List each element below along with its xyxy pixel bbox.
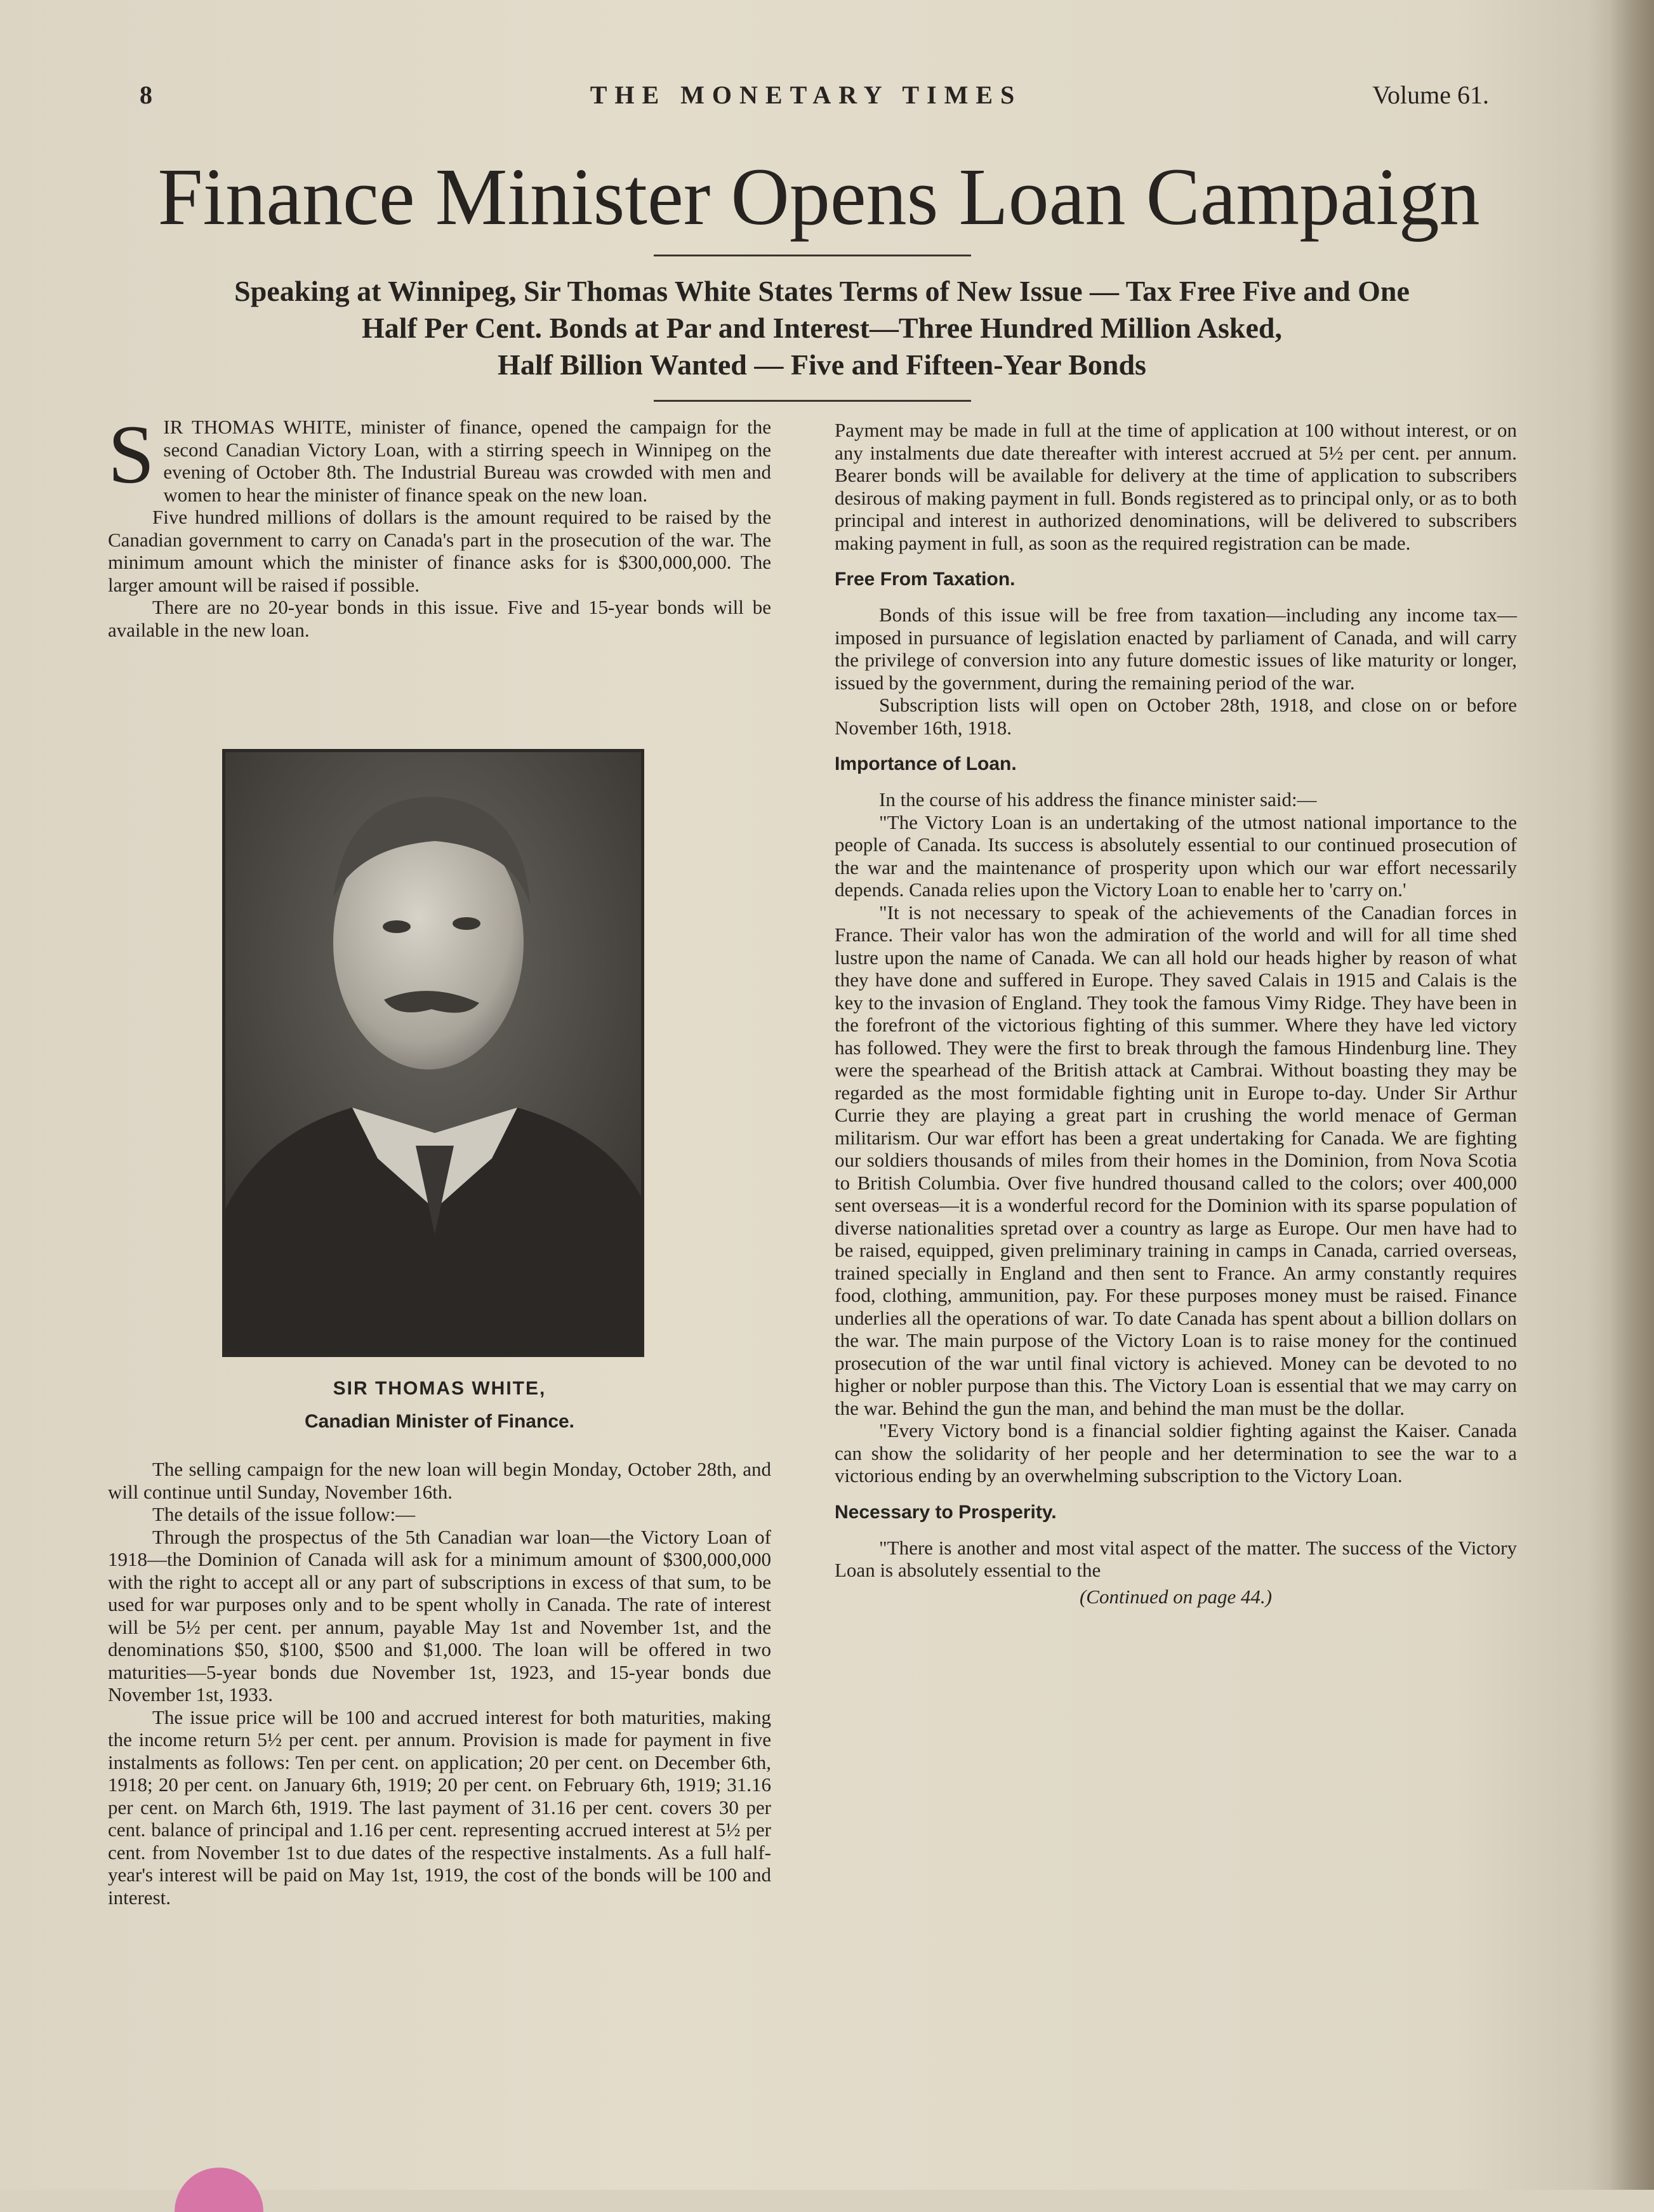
- drop-cap: S: [108, 407, 155, 501]
- photo-caption-title: Canadian Minister of Finance.: [304, 1411, 575, 1432]
- body-paragraph: "Every Victory bond is a financial soldier fighting against the Kaiser. Canada can show the solidarity of her people and her determination to see the war to a victorious ending by an overwhelming subscription to the Victory Loan.: [835, 1419, 1517, 1487]
- page-number: 8: [140, 81, 152, 109]
- lead-paragraph: [108, 407, 771, 506]
- subheadline: [108, 273, 1536, 383]
- section-heading: Free From Taxation.: [835, 569, 1016, 590]
- body-paragraph: "There is another and most vital aspect of the matter. The success of the Victory Loan is absolutely essential to the: [835, 1536, 1517, 1581]
- body-paragraph: The selling campaign for the new loan will begin Monday, October 28th, and will continue until Sunday, November 16th.: [108, 1458, 771, 1503]
- portrait-photo: [222, 749, 644, 1357]
- body-paragraph: Subscription lists will open on October 28th, 1918, and close on or before November 16th, 1918.: [835, 694, 1517, 739]
- left-column-top: [108, 407, 771, 641]
- body-paragraph: Bonds of this issue will be free from taxation—including any income tax—imposed in pursuance of legislation enacted by parliament of Canada, and will carry the privilege of conversion into any future domestic issues of like maturity or longer, issued by the government, during the remaining period of the war.: [835, 604, 1517, 694]
- subheadline-line: Half Billion Wanted — Five and Fifteen-Year Bonds: [498, 348, 1146, 381]
- volume-label: Volume 61.: [1372, 81, 1489, 109]
- lead-text: IR THOMAS WHITE, minister of finance, opened the campaign for the second Canadian Victory Loan, with a stirring speech in Winnipeg on the evening of October 8th. The Industrial Bureau was crowded with men and women to hear the minister of finance speak on the new loan.: [163, 416, 771, 506]
- section-heading: Importance of Loan.: [835, 753, 1017, 774]
- portrait-image: [225, 752, 641, 1354]
- body-paragraph: The issue price will be 100 and accrued interest for both maturities, making the income return 5½ per cent. per annum. Provision is made for payment in five instalments as follows: Ten per cent. on application; 20 per cent. on December 6th, 1918; 20 per cent. on January 6th, 1919; 20 per cent. on February 6th, 1919; 31.16 per cent. on March 6th, 1919. The last payment of 31.16 per cent. covers 30 per cent. balance of principal and 1.16 per cent. representing accrued interest at 5½ per cent. from November 1st to due dates of the respective instalments. As a full half-year's interest will be paid on May 1st, 1919, the cost of the bonds will be 100 and interest.: [108, 1705, 771, 1909]
- body-paragraph: Through the prospectus of the 5th Canadian war loan—the Victory Loan of 1918—the Dominion of Canada will ask for a minimum amount of $300,000,000 with the right to accept all or any part of subscriptions in excess of that sum, to be used for war purposes only and to be spent wholly in Canada. The rate of interest will be 5½ per cent. per annum, payable May 1st and November 1st, and the denominations $50, $100, $500 and $1,000. The loan will be offered in two maturities—5-year bonds due November 1st, 1923, and 15-year bonds due November 1st, 1933.: [108, 1525, 771, 1705]
- body-paragraph: "The Victory Loan is an undertaking of the utmost national importance to the people of Canada. Its success is absolutely essential to our continued prosecution of the war and the maintenance of prosperity upon which our war effort necessarily depends. Canada relies upon the Victory Loan to enable her to 'carry on.': [835, 811, 1517, 901]
- right-column: [835, 419, 1517, 1608]
- subheadline-line: Speaking at Winnipeg, Sir Thomas White States Terms of New Issue — Tax Free Five and One: [234, 275, 1410, 307]
- continued-note: (Continued on page 44.): [1079, 1585, 1273, 1608]
- section-heading: Necessary to Prosperity.: [835, 1501, 1057, 1523]
- photo-caption-name: SIR THOMAS WHITE,: [333, 1378, 546, 1399]
- subheadline-rule: [654, 400, 971, 402]
- body-paragraph: Five hundred millions of dollars is the amount required to be raised by the Canadian government to carry on Canada's part in the prosecution of the war. The minimum amount which the minister of finance asks for is $300,000,000. The larger amount will be raised if possible.: [108, 506, 771, 596]
- body-paragraph: Payment may be made in full at the time of application at 100 without interest, or on any instalments due date thereafter with interest accrued at 5½ per cent. per annum. Bearer bonds will be available for delivery at the time of application to subscribers desirous of making payment in full. Bonds registered as to principal only, or as to both principal and interest in authorized denominations, will be delivered to subscribers making payment in full, as soon as the required registration can be made.: [835, 419, 1517, 554]
- headline-rule: [654, 255, 971, 256]
- body-paragraph: "It is not necessary to speak of the achievements of the Canadian forces in France. Their valor has won the admiration of the world and will for all time shed lustre upon the name of Canada. We can all hold our heads higher by reason of what they have done and suffered in Europe. They saved Calais in 1915 and Calais is the key to the invasion of England. They took the famous Vimy Ridge. They have been in the forefront of the victorious fighting of this summer. Where they have led victory has followed. They were the first to break through the famous Hindenburg line. They were the spearhead of the British attack at Cambrai. Without boasting they may be regarded as the most formidable fighting unit in Europe to-day. Under Sir Arthur Currie they are playing a great part in crushing the world menace of German militarism. Our war effort has been a great undertaking for Canada. We are fighting our soldiers thousands of miles from their homes in the Dominion, from Nova Scotia to British Columbia. Over five hundred thousand called to the colors; over 400,000 sent overseas—it is a wonderful record for the Dominion with its sparse population of diverse nationalities spretad over a country as large as Europe. Our men have had to be raised, equipped, given preliminary training in camps in Canada, carried overseas, trained specially in England and then sent to France. An army constantly requires food, clothing, ammunition, pay. For these purposes money must be raised. Finance underlies all the operations of war. To date Canada has spent about a billion dollars on the war. The main purpose of the Victory Loan is to raise money for the continued prosecution of the war until final victory is achieved. Money can be devoted to no higher or nobler purpose than this. The Victory Loan is essential that we may carry on the war. Behind the gun the man, and behind the man must be the dollar.: [835, 901, 1517, 1419]
- subheadline-line: Half Per Cent. Bonds at Par and Interest—Three Hundred Million Asked,: [362, 312, 1282, 344]
- pink-tab-mark: [175, 2168, 263, 2212]
- publication-title: THE MONETARY TIMES: [590, 81, 1022, 109]
- headline: Finance Minister Opens Loan Campaign: [157, 152, 1480, 242]
- left-column-bottom: [108, 1458, 771, 1909]
- page-edge-shadow: [1610, 0, 1654, 2190]
- body-paragraph: There are no 20-year bonds in this issue. Five and 15-year bonds will be available in the new loan.: [108, 596, 771, 641]
- body-paragraph: The details of the issue follow:—: [152, 1503, 416, 1525]
- body-paragraph: In the course of his address the finance minister said:—: [879, 788, 1317, 811]
